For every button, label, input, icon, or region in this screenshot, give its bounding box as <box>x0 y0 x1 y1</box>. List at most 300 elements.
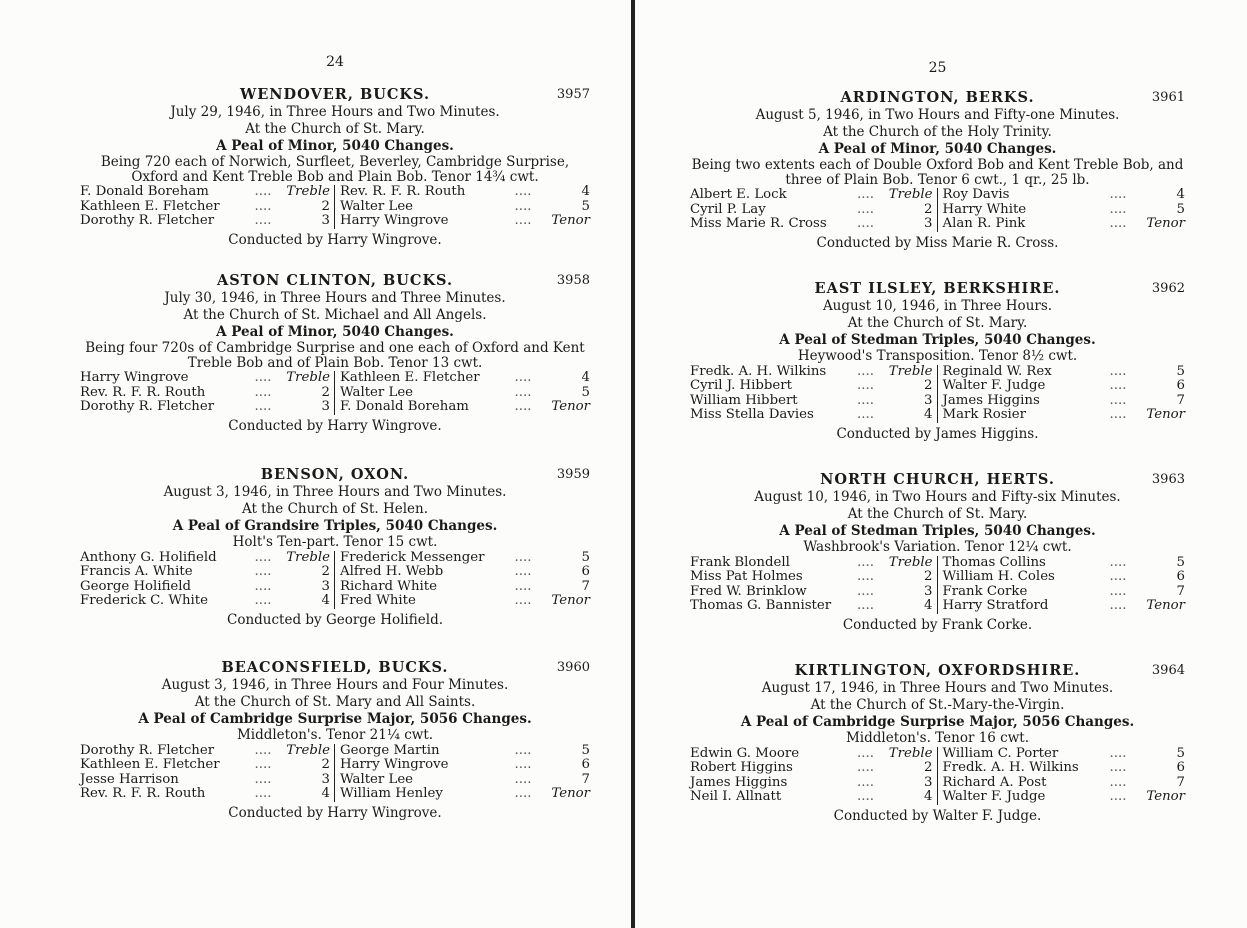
leader-dots: .... <box>857 569 874 584</box>
bell-number: 4 <box>321 593 330 608</box>
ringer-row <box>80 744 330 759</box>
date-line: August 3, 1946, in Three Hours and Two Minutes. <box>163 484 507 500</box>
ringer-name: Jesse Harrison <box>80 771 179 787</box>
date-line: August 17, 1946, in Three Hours and Two Minutes. <box>761 680 1114 696</box>
ringer-name: William C. Porter <box>942 745 1059 761</box>
page-number: 25 <box>928 60 947 76</box>
peal-heading <box>690 280 1185 298</box>
bell-number: 3 <box>924 583 933 599</box>
leader-dots: .... <box>857 598 874 613</box>
ringer-row <box>80 580 330 595</box>
ringer-name: Thomas Collins <box>942 554 1046 570</box>
ringer-name: Harry Wingrove <box>80 370 189 385</box>
ringer-name: Alan R. Pink <box>942 216 1026 231</box>
ringer-row <box>80 758 330 773</box>
bell-number: Tenor <box>551 786 590 801</box>
ringer-name: James Higgins <box>690 774 788 790</box>
peal-title: A Peal of Minor, 5040 Changes. <box>818 141 1057 157</box>
peal-heading <box>690 471 1185 489</box>
ringer-row <box>690 585 933 600</box>
peal-record <box>690 89 1185 252</box>
peal-heading <box>80 272 590 290</box>
leader-dots: .... <box>1109 216 1127 231</box>
ringer-name: Fred White <box>340 593 416 608</box>
bell-number: Treble <box>888 554 933 570</box>
ringer-row <box>690 790 933 805</box>
leader-dots: .... <box>254 564 272 579</box>
leader-dots: .... <box>857 407 874 422</box>
ringer-name: Harry Stratford <box>942 598 1049 613</box>
bell-number: 2 <box>321 564 330 579</box>
ringers-column-right <box>335 744 590 802</box>
ringer-name: F. Donald Boreham <box>80 184 209 199</box>
bell-number: 2 <box>321 384 330 400</box>
bell-number: 2 <box>924 569 933 584</box>
ringer-row <box>690 394 933 409</box>
leader-dots: .... <box>514 578 532 594</box>
ringer-row <box>943 394 1186 409</box>
date-line: July 29, 1946, in Three Hours and Two Minutes. <box>170 104 500 120</box>
bell-number: 3 <box>924 216 933 231</box>
ringer-name: Walter F. Judge <box>942 378 1046 393</box>
ringer-name: Fredk. A. H. Wilkins <box>942 760 1079 775</box>
place-name: WENDOVER, BUCKS. <box>239 86 431 103</box>
bell-number: Tenor <box>551 593 590 608</box>
bell-number: 2 <box>924 760 933 775</box>
ringer-row <box>80 386 330 401</box>
ringers-table <box>80 744 590 802</box>
ringer-row <box>690 747 933 762</box>
bell-number: Tenor <box>551 399 590 414</box>
peal-title: A Peal of Minor, 5040 Changes. <box>216 138 454 154</box>
peal-record <box>80 272 590 435</box>
ringer-row <box>80 565 330 580</box>
ringer-name: Rev. R. F. R. Routh <box>80 786 206 801</box>
ringer-row <box>340 773 590 788</box>
bell-number: 3 <box>321 771 330 787</box>
conductor-line: Conducted by George Holifield. <box>226 611 443 628</box>
leader-dots: .... <box>254 771 272 787</box>
ringers-table <box>80 371 590 415</box>
leader-dots: .... <box>514 184 532 199</box>
book-gutter <box>631 0 635 928</box>
peal-title: A Peal of Cambridge Surprise Major, 5056 Changes. <box>138 711 532 727</box>
conductor-line: Conducted by Harry Wingrove. <box>228 804 442 821</box>
ringer-name: Neil I. Allnatt <box>690 789 782 804</box>
conductor-line: Conducted by Frank Corke. <box>842 616 1033 633</box>
ringers-table <box>690 747 1185 805</box>
ringer-name: Miss Pat Holmes <box>690 569 803 584</box>
ringer-row <box>80 200 330 215</box>
bell-number: 2 <box>321 757 330 772</box>
leader-dots: .... <box>254 742 272 758</box>
leader-dots: .... <box>254 757 272 772</box>
leader-dots: .... <box>514 399 532 414</box>
ringer-row <box>943 585 1186 600</box>
bell-number: 4 <box>321 786 330 801</box>
place-name: KIRTLINGTON, OXFORDSHIRE. <box>794 662 1081 679</box>
ringer-row <box>943 408 1186 423</box>
date-line: August 10, 1946, in Two Hours and Fifty-six Minutes. <box>754 489 1121 505</box>
ringer-name: Kathleen E. Fletcher <box>340 370 480 385</box>
peal-record <box>80 86 590 249</box>
ringers-column-left <box>690 747 938 805</box>
bell-number: 2 <box>924 378 933 393</box>
ringers-table <box>80 185 590 229</box>
ringer-name: Thomas G. Bannister <box>690 598 832 613</box>
place-name: BEACONSFIELD, BUCKS. <box>221 659 449 676</box>
date-line: August 10, 1946, in Three Hours. <box>822 298 1053 314</box>
ringer-row <box>690 408 933 423</box>
bell-number: Tenor <box>551 213 590 228</box>
leader-dots: .... <box>1109 187 1127 202</box>
ringers-column-right <box>335 551 590 609</box>
bell-number: 4 <box>581 370 590 385</box>
bell-number: 5 <box>1176 363 1185 379</box>
leader-dots: .... <box>514 786 532 801</box>
ringer-row <box>943 599 1186 614</box>
ringer-name: Roy Davis <box>942 187 1010 202</box>
ringer-row <box>690 365 933 380</box>
bell-number: Treble <box>286 184 330 199</box>
bell-number: 4 <box>924 789 933 804</box>
ringer-name: Rev. R. F. R. Routh <box>340 184 466 199</box>
bell-number: 7 <box>581 771 590 787</box>
leader-dots: .... <box>1109 569 1127 584</box>
leader-dots: .... <box>857 745 874 761</box>
ringer-row <box>340 185 590 200</box>
leader-dots: .... <box>1109 789 1127 804</box>
peal-details: Holt's Ten-part. Tenor 15 cwt. <box>232 534 438 550</box>
ringer-row <box>80 551 330 566</box>
ringers-table <box>690 188 1185 232</box>
leader-dots: .... <box>1109 554 1127 570</box>
ringers-table <box>690 556 1185 614</box>
bell-number: Treble <box>286 742 330 758</box>
ringer-row <box>690 761 933 776</box>
leader-dots: .... <box>254 213 272 228</box>
ringer-name: Fredk. A. H. Wilkins <box>690 363 827 379</box>
ringer-name: Miss Marie R. Cross <box>690 216 827 231</box>
bell-number: 7 <box>1176 583 1185 599</box>
church-line: At the Church of St. Helen. <box>241 501 429 517</box>
bell-number: 5 <box>1176 745 1185 761</box>
leader-dots: .... <box>1109 774 1127 790</box>
ringer-name: George Martin <box>340 742 440 758</box>
ringer-name: Reginald W. Rex <box>942 363 1052 379</box>
bell-number: Tenor <box>1146 598 1185 613</box>
ringer-name: Harry Wingrove <box>340 757 449 772</box>
left-page <box>80 0 590 928</box>
bell-number: 4 <box>581 184 590 199</box>
right-page <box>690 0 1185 928</box>
leader-dots: .... <box>514 384 532 400</box>
ringer-row <box>943 747 1186 762</box>
ringer-row <box>80 214 330 229</box>
ringer-name: Fred W. Brinklow <box>690 583 807 599</box>
ringer-name: Richard A. Post <box>942 774 1047 790</box>
bell-number: 3 <box>321 578 330 594</box>
leader-dots: .... <box>514 213 532 228</box>
bell-number: 6 <box>1176 760 1185 775</box>
peal-heading <box>80 466 590 484</box>
leader-dots: .... <box>857 201 874 217</box>
bell-number: Tenor <box>1146 407 1185 422</box>
ringer-row <box>690 776 933 791</box>
bell-number: Treble <box>888 745 933 761</box>
bell-number: 6 <box>1176 569 1185 584</box>
peal-record <box>80 659 590 822</box>
church-line: At the Church of St. Michael and All Angels. <box>183 307 487 323</box>
peal-number: 3961 <box>1151 90 1185 105</box>
peal-title: A Peal of Grandsire Triples, 5040 Changes. <box>172 518 498 534</box>
leader-dots: .... <box>254 549 272 565</box>
bell-number: 4 <box>1176 187 1185 202</box>
ringer-name: Robert Higgins <box>690 760 793 775</box>
ringers-table <box>80 551 590 609</box>
peal-title: A Peal of Stedman Triples, 5040 Changes. <box>779 332 1096 348</box>
bell-number: Tenor <box>1146 216 1185 231</box>
leader-dots: .... <box>857 363 874 379</box>
place-name: ARDINGTON, BERKS. <box>840 89 1035 106</box>
ringer-name: Harry White <box>942 201 1027 217</box>
peal-heading <box>80 86 590 104</box>
church-line: At the Church of St. Mary. <box>847 506 1028 522</box>
place-name: ASTON CLINTON, BUCKS. <box>216 272 454 289</box>
ringer-name: Albert E. Lock <box>690 187 787 202</box>
ringer-row <box>340 400 590 415</box>
leader-dots: .... <box>514 593 532 608</box>
peal-heading <box>690 89 1185 107</box>
ringer-name: Cyril J. Hibbert <box>690 378 792 393</box>
peal-title: A Peal of Stedman Triples, 5040 Changes. <box>779 523 1096 539</box>
bell-number: Treble <box>286 549 330 565</box>
ringer-row <box>340 551 590 566</box>
ringer-row <box>943 761 1186 776</box>
church-line: At the Church of the Holy Trinity. <box>823 124 1052 140</box>
ringer-name: Dorothy R. Fletcher <box>80 742 215 758</box>
ringer-row <box>943 203 1186 218</box>
peal-record <box>80 466 590 629</box>
ringers-column-right <box>938 747 1186 805</box>
leader-dots: .... <box>1109 201 1127 217</box>
ringer-name: Dorothy R. Fletcher <box>80 213 215 228</box>
leader-dots: .... <box>1109 760 1127 775</box>
leader-dots: .... <box>514 742 532 758</box>
ringer-name: William Hibbert <box>690 392 798 408</box>
bell-number: Treble <box>888 187 933 202</box>
bell-number: 6 <box>1176 378 1185 393</box>
ringer-name: Walter Lee <box>340 198 414 214</box>
bell-number: 3 <box>924 392 933 408</box>
ringers-table <box>690 365 1185 423</box>
peal-number: 3962 <box>1151 281 1185 296</box>
ringer-name: Walter F. Judge <box>942 789 1046 804</box>
ringer-row <box>340 594 590 609</box>
leader-dots: .... <box>254 786 272 801</box>
ringer-name: F. Donald Boreham <box>340 399 469 414</box>
ringer-row <box>943 776 1186 791</box>
ringer-row <box>80 400 330 415</box>
conductor-line: Conducted by Walter F. Judge. <box>833 807 1042 824</box>
place-name: NORTH CHURCH, HERTS. <box>820 471 1055 488</box>
ringer-name: Harry Wingrove <box>340 213 449 228</box>
leader-dots: .... <box>254 399 272 414</box>
peal-details: Being two extents each of Double Oxford Bob and Kent Treble Bob, and three of Plain Bob. Tenor 6 cwt., 1 qr., 25 lb. <box>691 157 1184 188</box>
leader-dots: .... <box>1109 598 1127 613</box>
leader-dots: .... <box>1109 407 1127 422</box>
bell-number: 5 <box>581 742 590 758</box>
peal-number: 3964 <box>1151 663 1185 678</box>
ringer-name: Francis A. White <box>80 564 193 579</box>
leader-dots: .... <box>514 370 532 385</box>
leader-dots: .... <box>514 198 532 214</box>
place-name: EAST ILSLEY, BERKSHIRE. <box>814 280 1061 297</box>
peal-record <box>690 280 1185 443</box>
ringer-name: Anthony G. Holifield <box>80 549 217 565</box>
ringer-name: Miss Stella Davies <box>690 407 814 422</box>
peal-heading <box>80 659 590 677</box>
church-line: At the Church of St. Mary and All Saints. <box>194 694 476 710</box>
bell-number: 5 <box>581 198 590 214</box>
leader-dots: .... <box>254 384 272 400</box>
ringer-name: Rev. R. F. R. Routh <box>80 384 206 400</box>
bell-number: 7 <box>1176 392 1185 408</box>
place-name: BENSON, OXON. <box>260 466 410 483</box>
peal-details: Middleton's. Tenor 21¼ cwt. <box>236 727 434 743</box>
ringer-name: William H. Coles <box>942 569 1055 584</box>
peal-record <box>690 471 1185 634</box>
date-line: August 5, 1946, in Two Hours and Fifty-one Minutes. <box>755 107 1120 123</box>
ringer-name: Mark Rosier <box>942 407 1027 422</box>
leader-dots: .... <box>254 198 272 214</box>
ringer-row <box>943 790 1186 805</box>
church-line: At the Church of St. Mary. <box>847 315 1028 331</box>
ringer-row <box>340 371 590 386</box>
leader-dots: .... <box>857 789 874 804</box>
leader-dots: .... <box>857 378 874 393</box>
ringer-row <box>80 787 330 802</box>
bell-number: 7 <box>581 578 590 594</box>
bell-number: Treble <box>888 363 933 379</box>
leader-dots: .... <box>857 216 874 231</box>
leader-dots: .... <box>254 370 272 385</box>
ringer-row <box>690 556 933 571</box>
ringer-name: James Higgins <box>942 392 1040 408</box>
bell-number: 5 <box>581 549 590 565</box>
peal-details: Middleton's. Tenor 16 cwt. <box>845 730 1029 746</box>
ringer-row <box>340 386 590 401</box>
ringer-name: Frank Blondell <box>690 554 790 570</box>
ringer-name: Frederick C. White <box>80 593 209 608</box>
ringer-name: Kathleen E. Fletcher <box>80 757 220 772</box>
ringer-row <box>340 787 590 802</box>
conductor-line: Conducted by James Higgins. <box>836 425 1039 442</box>
bell-number: Treble <box>286 370 330 385</box>
conductor-line: Conducted by Harry Wingrove. <box>228 417 442 434</box>
leader-dots: .... <box>857 760 874 775</box>
peal-details: Being four 720s of Cambridge Surprise and one each of Oxford and Kent Treble Bob and of Plain Bob. Tenor 13 cwt. <box>85 340 585 371</box>
ringer-row <box>690 217 933 232</box>
ringers-column-right <box>938 365 1186 423</box>
ringer-name: William Henley <box>340 786 443 801</box>
ringers-column-left <box>690 556 938 614</box>
leader-dots: .... <box>857 583 874 599</box>
ringers-column-left <box>80 551 335 609</box>
bell-number: 6 <box>581 757 590 772</box>
church-line: At the Church of St. Mary. <box>245 121 425 137</box>
ringer-name: Frederick Messenger <box>340 549 485 565</box>
leader-dots: .... <box>1109 378 1127 393</box>
peal-record <box>690 662 1185 825</box>
ringers-column-right <box>938 188 1186 232</box>
bell-number: Tenor <box>1146 789 1185 804</box>
bell-number: 6 <box>581 564 590 579</box>
conductor-line: Conducted by Harry Wingrove. <box>228 231 442 248</box>
peal-heading <box>690 662 1185 680</box>
date-line: July 30, 1946, in Three Hours and Three Minutes. <box>164 290 506 306</box>
leader-dots: .... <box>514 564 532 579</box>
ringer-row <box>80 773 330 788</box>
leader-dots: .... <box>514 549 532 565</box>
ringer-name: Cyril P. Lay <box>690 201 766 217</box>
ringer-row <box>943 188 1186 203</box>
ringer-row <box>340 580 590 595</box>
peal-details: Washbrook's Variation. Tenor 12¼ cwt. <box>803 539 1072 555</box>
peal-number: 3958 <box>556 273 590 288</box>
ringer-row <box>690 188 933 203</box>
leader-dots: .... <box>254 184 272 199</box>
leader-dots: .... <box>514 757 532 772</box>
ringer-name: Dorothy R. Fletcher <box>80 399 215 414</box>
bell-number: 5 <box>1176 554 1185 570</box>
ringer-row <box>690 379 933 394</box>
leader-dots: .... <box>857 187 874 202</box>
ringer-row <box>340 214 590 229</box>
ringer-row <box>943 570 1186 585</box>
bell-number: 2 <box>924 201 933 217</box>
bell-number: 3 <box>321 213 330 228</box>
ringer-name: Kathleen E. Fletcher <box>80 198 220 214</box>
conductor-line: Conducted by Miss Marie R. Cross. <box>816 234 1059 251</box>
leader-dots: .... <box>857 392 874 408</box>
ringer-name: Richard White <box>340 578 437 594</box>
ringer-row <box>340 758 590 773</box>
peal-title: A Peal of Minor, 5040 Changes. <box>216 324 454 340</box>
ringer-row <box>80 185 330 200</box>
ringers-column-left <box>80 371 335 415</box>
peal-number: 3963 <box>1151 472 1185 487</box>
bell-number: 4 <box>924 598 933 613</box>
peal-number: 3960 <box>556 660 590 675</box>
bell-number: 3 <box>321 399 330 414</box>
bell-number: 3 <box>924 774 933 790</box>
date-line: August 3, 1946, in Three Hours and Four Minutes. <box>161 677 509 693</box>
bell-number: 5 <box>1176 201 1185 217</box>
ringer-row <box>943 556 1186 571</box>
leader-dots: .... <box>1109 363 1127 379</box>
peal-details: Being 720 each of Norwich, Surfleet, Beverley, Cambridge Surprise, Oxford and Kent Treble Bob and Plain Bob. Tenor 14¾ cwt. <box>100 154 570 185</box>
bell-number: 2 <box>321 198 330 214</box>
ringer-name: Frank Corke <box>942 583 1028 599</box>
leader-dots: .... <box>254 578 272 594</box>
leader-dots: .... <box>1109 392 1127 408</box>
bell-number: 4 <box>924 407 933 422</box>
leader-dots: .... <box>1109 745 1127 761</box>
peal-details: Heywood's Transposition. Tenor 8½ cwt. <box>797 348 1078 364</box>
leader-dots: .... <box>857 774 874 790</box>
ringer-row <box>943 379 1186 394</box>
